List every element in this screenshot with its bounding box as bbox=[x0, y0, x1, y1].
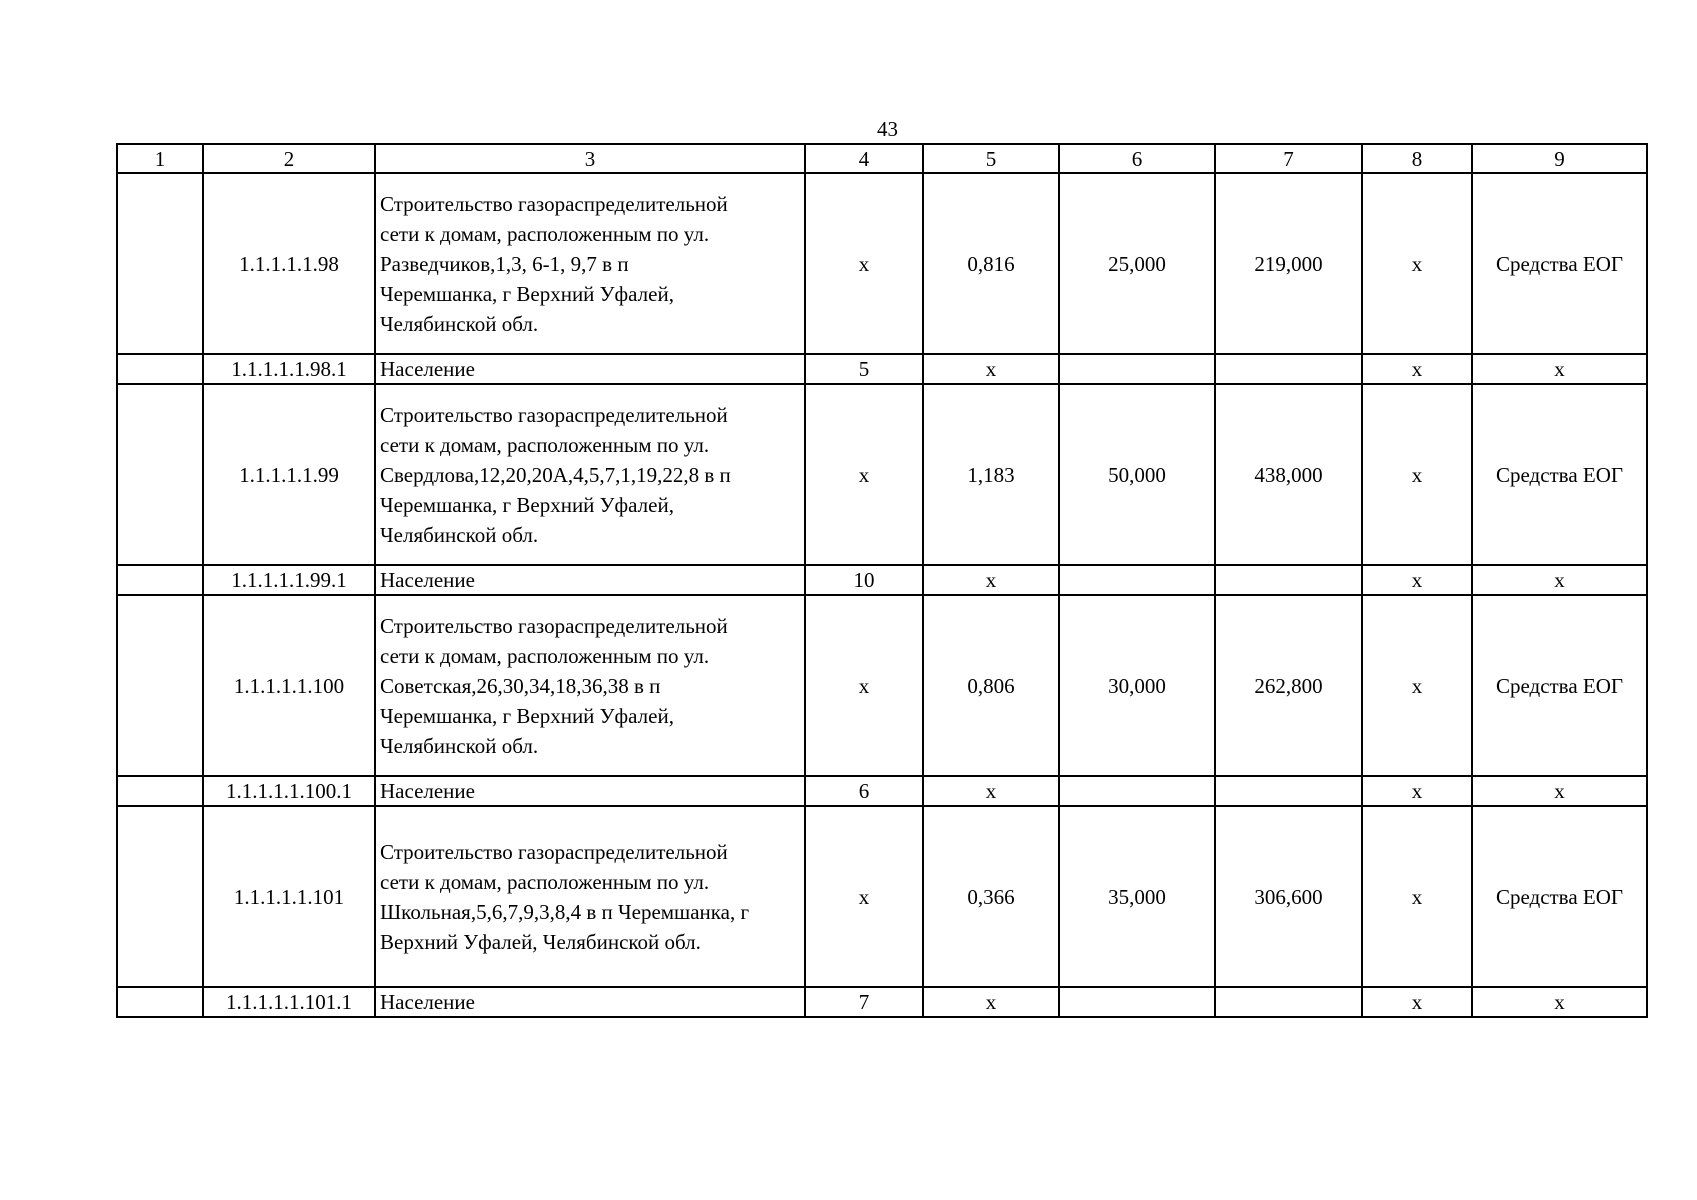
cell-c4: x bbox=[805, 595, 923, 776]
header-row bbox=[117, 144, 1647, 173]
cell-c5: x bbox=[923, 987, 1059, 1017]
cell-c9: x bbox=[1472, 776, 1647, 806]
cell-c2: 1.1.1.1.1.100.1 bbox=[203, 776, 375, 806]
cell-c1 bbox=[117, 806, 203, 987]
cell-c2: 1.1.1.1.1.101 bbox=[203, 806, 375, 987]
cell-c4: x bbox=[805, 806, 923, 987]
description-line: Черемшанка, г Верхний Уфалей, bbox=[380, 703, 674, 728]
cell-c5: 0,816 bbox=[923, 173, 1059, 354]
cell-c2: 1.1.1.1.1.98.1 bbox=[203, 354, 375, 384]
column-header: 2 bbox=[203, 144, 375, 173]
cell-c8: x bbox=[1362, 173, 1472, 354]
description-line: Разведчиков,1,3, 6-1, 9,7 в п bbox=[380, 251, 629, 276]
cell-c6: 50,000 bbox=[1059, 384, 1215, 565]
object-row bbox=[117, 384, 1647, 565]
column-header: 3 bbox=[375, 144, 805, 173]
cell-c9: Средства ЕОГ bbox=[1472, 806, 1647, 987]
column-header: 5 bbox=[923, 144, 1059, 173]
cell-c5: x bbox=[923, 565, 1059, 595]
cell-c7 bbox=[1215, 565, 1362, 595]
population-row bbox=[117, 354, 1647, 384]
cell-c2: 1.1.1.1.1.100 bbox=[203, 595, 375, 776]
cell-c5: 1,183 bbox=[923, 384, 1059, 565]
description-line: Строительство газораспределительной bbox=[380, 613, 728, 638]
description-line: Челябинской обл. bbox=[380, 733, 539, 758]
cell-c4: 5 bbox=[805, 354, 923, 384]
cell-c7: 262,800 bbox=[1215, 595, 1362, 776]
description-line: Строительство газораспределительной bbox=[380, 402, 728, 427]
description-line: сети к домам, расположенным по ул. bbox=[380, 869, 710, 894]
description-line: Советская,26,30,34,18,36,38 в п bbox=[380, 673, 661, 698]
cell-c4: 7 bbox=[805, 987, 923, 1017]
cell-c4: x bbox=[805, 384, 923, 565]
description-line: Челябинской обл. bbox=[380, 311, 539, 336]
cell-c7 bbox=[1215, 354, 1362, 384]
cell-c2: 1.1.1.1.1.99 bbox=[203, 384, 375, 565]
cell-c1 bbox=[117, 595, 203, 776]
population-row bbox=[117, 987, 1647, 1017]
cell-c7: 306,600 bbox=[1215, 806, 1362, 987]
cell-c6 bbox=[1059, 354, 1215, 384]
cell-c1 bbox=[117, 565, 203, 595]
cell-c2: 1.1.1.1.1.99.1 bbox=[203, 565, 375, 595]
cell-c2: 1.1.1.1.1.101.1 bbox=[203, 987, 375, 1017]
cell-c3: Население bbox=[375, 776, 805, 806]
cell-c8: x bbox=[1362, 595, 1472, 776]
cell-c8: x bbox=[1362, 384, 1472, 565]
description-line: Черемшанка, г Верхний Уфалей, bbox=[380, 281, 674, 306]
cell-c6 bbox=[1059, 776, 1215, 806]
cell-c3: Население bbox=[375, 565, 805, 595]
object-row bbox=[117, 595, 1647, 776]
description-line: сети к домам, расположенным по ул. bbox=[380, 643, 710, 668]
cell-c5: x bbox=[923, 354, 1059, 384]
description-line: Школьная,5,6,7,9,3,8,4 в п Черемшанка, г bbox=[380, 899, 750, 924]
description-line: Верхний Уфалей, Челябинской обл. bbox=[380, 929, 701, 954]
object-row bbox=[117, 806, 1647, 987]
cell-c9: x bbox=[1472, 354, 1647, 384]
cell-c1 bbox=[117, 173, 203, 354]
description-line: Челябинской обл. bbox=[380, 522, 539, 547]
cell-c6 bbox=[1059, 987, 1215, 1017]
cell-c3: Население bbox=[375, 354, 805, 384]
cell-c1 bbox=[117, 987, 203, 1017]
cell-c7 bbox=[1215, 776, 1362, 806]
column-header: 8 bbox=[1362, 144, 1472, 173]
cell-c1 bbox=[117, 384, 203, 565]
column-header: 1 bbox=[117, 144, 203, 173]
description-line: сети к домам, расположенным по ул. bbox=[380, 221, 710, 246]
cell-c6: 30,000 bbox=[1059, 595, 1215, 776]
column-header: 4 bbox=[805, 144, 923, 173]
cell-c9: Средства ЕОГ bbox=[1472, 384, 1647, 565]
description-line: Свердлова,12,20,20А,4,5,7,1,19,22,8 в п bbox=[380, 462, 731, 487]
column-header: 9 bbox=[1472, 144, 1647, 173]
cell-c3: Население bbox=[375, 987, 805, 1017]
description-line: Строительство газораспределительной bbox=[380, 839, 728, 864]
data-table bbox=[116, 143, 1648, 1018]
cell-c6 bbox=[1059, 565, 1215, 595]
cell-c8: x bbox=[1362, 806, 1472, 987]
cell-c5: 0,366 bbox=[923, 806, 1059, 987]
column-header: 6 bbox=[1059, 144, 1215, 173]
cell-c6: 35,000 bbox=[1059, 806, 1215, 987]
cell-c9: x bbox=[1472, 565, 1647, 595]
description-line: Строительство газораспределительной bbox=[380, 191, 728, 216]
cell-c8: x bbox=[1362, 987, 1472, 1017]
cell-c3 bbox=[375, 384, 805, 565]
column-header: 7 bbox=[1215, 144, 1362, 173]
description-line: сети к домам, расположенным по ул. bbox=[380, 432, 710, 457]
cell-c1 bbox=[117, 354, 203, 384]
cell-c3 bbox=[375, 595, 805, 776]
cell-c7: 219,000 bbox=[1215, 173, 1362, 354]
population-row bbox=[117, 565, 1647, 595]
cell-c9: x bbox=[1472, 987, 1647, 1017]
object-row bbox=[117, 173, 1647, 354]
cell-c6: 25,000 bbox=[1059, 173, 1215, 354]
cell-c9: Средства ЕОГ bbox=[1472, 595, 1647, 776]
description-line: Черемшанка, г Верхний Уфалей, bbox=[380, 492, 674, 517]
cell-c4: 6 bbox=[805, 776, 923, 806]
population-row bbox=[117, 776, 1647, 806]
cell-c8: x bbox=[1362, 354, 1472, 384]
cell-c4: x bbox=[805, 173, 923, 354]
cell-c5: x bbox=[923, 776, 1059, 806]
cell-c5: 0,806 bbox=[923, 595, 1059, 776]
cell-c9: Средства ЕОГ bbox=[1472, 173, 1647, 354]
cell-c3 bbox=[375, 173, 805, 354]
cell-c8: x bbox=[1362, 776, 1472, 806]
cell-c4: 10 bbox=[805, 565, 923, 595]
cell-c3 bbox=[375, 806, 805, 987]
page-number: 43 bbox=[877, 117, 898, 141]
cell-c1 bbox=[117, 776, 203, 806]
cell-c7 bbox=[1215, 987, 1362, 1017]
cell-c2: 1.1.1.1.1.98 bbox=[203, 173, 375, 354]
cell-c7: 438,000 bbox=[1215, 384, 1362, 565]
cell-c8: x bbox=[1362, 565, 1472, 595]
